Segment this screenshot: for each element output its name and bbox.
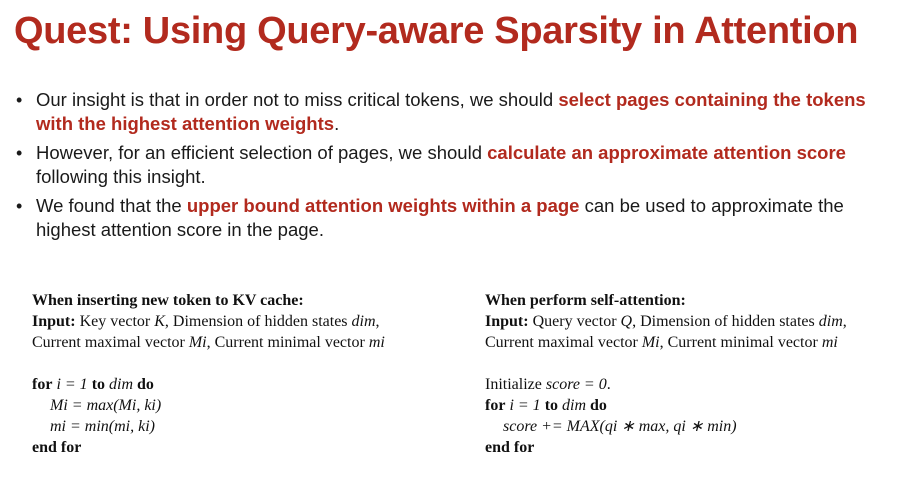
input-text: , [375,313,380,330]
keyword-to: to [91,376,106,393]
keyword-to: to [544,397,559,414]
math-var: Mi [641,334,660,351]
algorithm-input-line [485,311,847,332]
keyword-for: for [485,397,506,414]
math-var: mi [821,334,838,351]
bullet-text: However, for an efficient selection of pages, we should [36,142,488,163]
input-text: , Current minimal vector [206,334,369,351]
algorithm-kv-insert [32,290,385,458]
keyword-for: for [32,376,53,393]
input-text: , Dimension of hidden states [632,313,819,330]
bullet-list [16,88,896,247]
math-var: dim [109,376,134,393]
keyword-end-for: end for [32,439,82,456]
input-text: , Dimension of hidden states [164,313,352,330]
bullet-highlight: calculate an approximate attention score [487,142,846,163]
algorithm-input-line [32,311,385,332]
input-text: Current maximal vector [32,334,189,351]
loop-statement-min: mi = min(mi, ki) [50,418,155,435]
input-text: Initialize [485,376,546,393]
algorithm-input-line-2 [32,332,385,353]
keyword-end-for: end for [485,439,535,456]
math-var: dim [818,313,843,330]
input-label: Input: [32,313,76,330]
math-expr: score = 0 [545,376,607,393]
keyword-do: do [137,376,154,393]
math-var: K [154,313,165,330]
input-text: , [842,313,847,330]
algorithm-heading: When perform self-attention: [485,292,686,309]
bullet-text: Our insight is that in order not to miss critical tokens, we should [36,89,559,110]
input-text: , Current minimal vector [659,334,822,351]
loop-statement-max: Mi = max(Mi, ki) [50,397,162,414]
bullet-text: following this insight. [36,166,206,187]
bullet-text: can be used to approximate the highest attention score in the page. [36,195,844,240]
algorithm-self-attention [485,290,847,458]
bullet-dot-icon: • [16,196,23,216]
input-text: Key vector [79,313,155,330]
input-text: Query vector [532,313,621,330]
bullet-highlight: upper bound attention weights within a page [186,195,580,216]
bullet-text: . [334,113,340,134]
math-expr: i = 1 [56,376,88,393]
initialize-line [485,374,847,395]
for-line [485,395,847,416]
bullet-highlight: select pages containing the tokens with the highest attention weights [36,89,866,134]
math-var: Q [620,313,633,330]
math-var: dim [562,397,587,414]
for-line [32,374,385,395]
math-var: Mi [188,334,207,351]
bullet-dot-icon: • [16,143,23,163]
bullet-text: We found that the [36,195,187,216]
algorithm-input-line-2 [485,332,847,353]
bullet-item-2 [16,141,896,189]
keyword-do: do [590,397,607,414]
bullet-dot-icon: • [16,90,23,110]
input-text: Current maximal vector [485,334,642,351]
algorithm-heading: When inserting new token to KV cache: [32,292,304,309]
slide-title: Quest: Using Query-aware Sparsity in Attention [14,10,859,52]
loop-statement-score: score += MAX(qi ∗ max, qi ∗ min) [503,418,737,435]
math-expr: i = 1 [509,397,541,414]
math-var: mi [368,334,385,351]
input-label: Input: [485,313,529,330]
bullet-item-3 [16,194,896,242]
math-var: dim [351,313,376,330]
bullet-item-1 [16,88,896,136]
input-text: . [606,376,611,393]
